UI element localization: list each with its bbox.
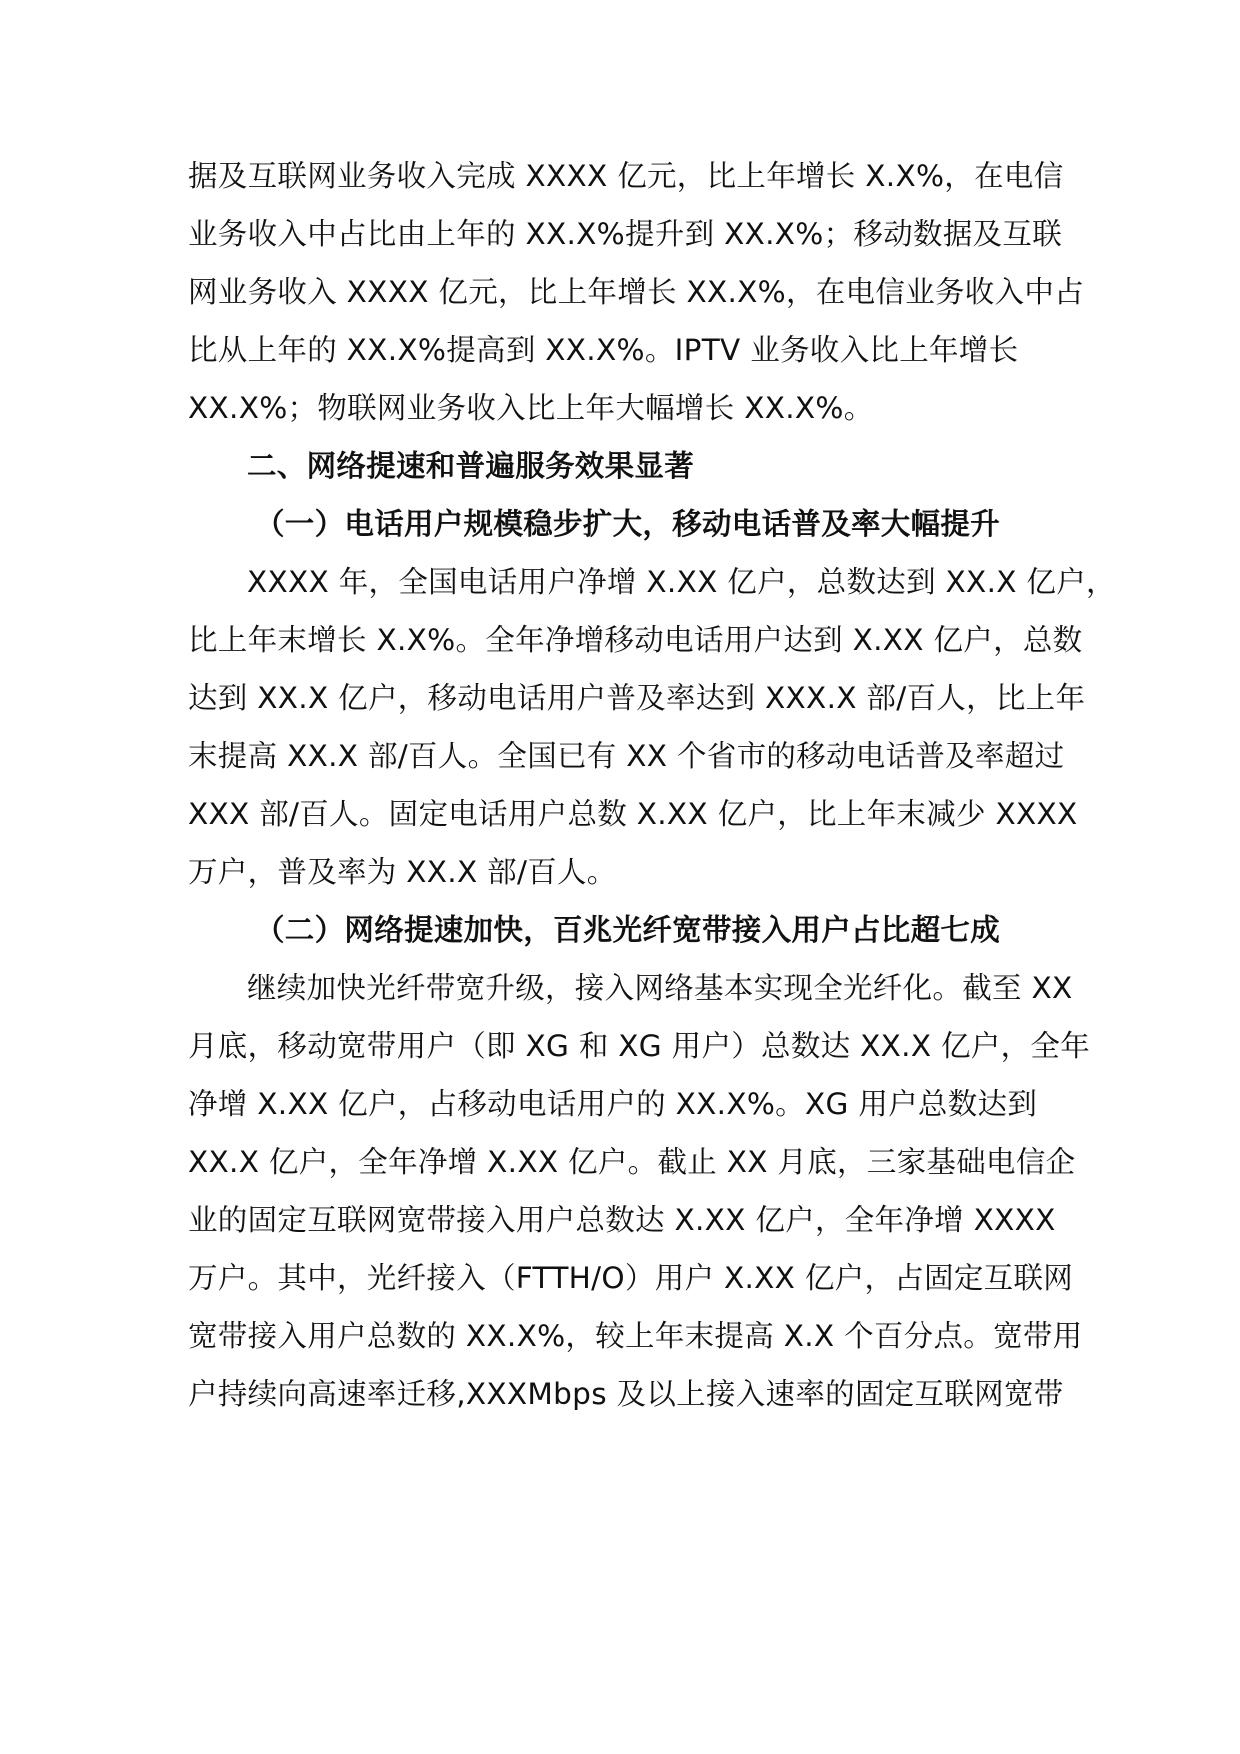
paragraph-line: 月底，移动宽带用户（即 XG 和 XG 用户）总数达 XX.X 亿户，全年 xyxy=(188,1029,1091,1063)
paragraph-line: 比从上年的 XX.X%提高到 XX.X%。IPTV 业务收入比上年增长 xyxy=(188,333,1019,367)
paragraph-line: XXX 部/百人。固定电话用户总数 X.XX 亿户，比上年末减少 XXXX xyxy=(188,797,1078,831)
paragraph-line: 万户。其中，光纤接入（FTTH/O）用户 X.XX 亿户，占固定互联网 xyxy=(188,1261,1074,1295)
paragraph-line: 户持续向高速率迁移,XXXMbps 及以上接入速率的固定互联网宽带 xyxy=(188,1377,1064,1411)
section-heading: 二、网络提速和普遍服务效果显著 xyxy=(247,449,695,483)
paragraph-line: 万户，普及率为 XX.X 部/百人。 xyxy=(188,855,617,889)
subsection-heading: （二）网络提速加快，百兆光纤宽带接入用户占比超七成 xyxy=(255,913,1001,947)
paragraph-line: 业的固定互联网宽带接入用户总数达 X.XX 亿户，全年净增 XXXX xyxy=(188,1203,1056,1237)
paragraph-line: 业务收入中占比由上年的 XX.X%提升到 XX.X%；移动数据及互联 xyxy=(188,217,1063,251)
subsection-heading: （一）电话用户规模稳步扩大，移动电话普及率大幅提升 xyxy=(255,507,1001,541)
paragraph-line: XXXX 年，全国电话用户净增 X.XX 亿户，总数达到 XX.X 亿户， xyxy=(247,565,1116,599)
paragraph-line: XX.X 亿户，全年净增 X.XX 亿户。截止 XX 月底，三家基础电信企 xyxy=(188,1145,1076,1179)
paragraph-line: XX.X%；物联网业务收入比上年大幅增长 XX.X%。 xyxy=(188,391,874,425)
paragraph-line: 末提高 XX.X 部/百人。全国已有 XX 个省市的移动电话普及率超过 xyxy=(188,739,1065,773)
paragraph-line: 网业务收入 XXXX 亿元，比上年增长 XX.X%，在电信业务收入中占 xyxy=(188,275,1085,309)
paragraph-line: 净增 X.XX 亿户，占移动电话用户的 XX.X%。XG 用户总数达到 xyxy=(188,1087,1038,1121)
paragraph-line: 据及互联网业务收入完成 XXXX 亿元，比上年增长 X.X%，在电信 xyxy=(188,159,1064,193)
paragraph-line: 宽带接入用户总数的 XX.X%，较上年末提高 X.X 个百分点。宽带用 xyxy=(188,1319,1083,1353)
paragraph-line: 比上年末增长 X.X%。全年净增移动电话用户达到 X.XX 亿户，总数 xyxy=(188,623,1083,657)
paragraph-line: 达到 XX.X 亿户，移动电话用户普及率达到 XXX.X 部/百人，比上年 xyxy=(188,681,1086,715)
paragraph-line: 继续加快光纤带宽升级，接入网络基本实现全光纤化。截至 XX xyxy=(247,971,1073,1005)
